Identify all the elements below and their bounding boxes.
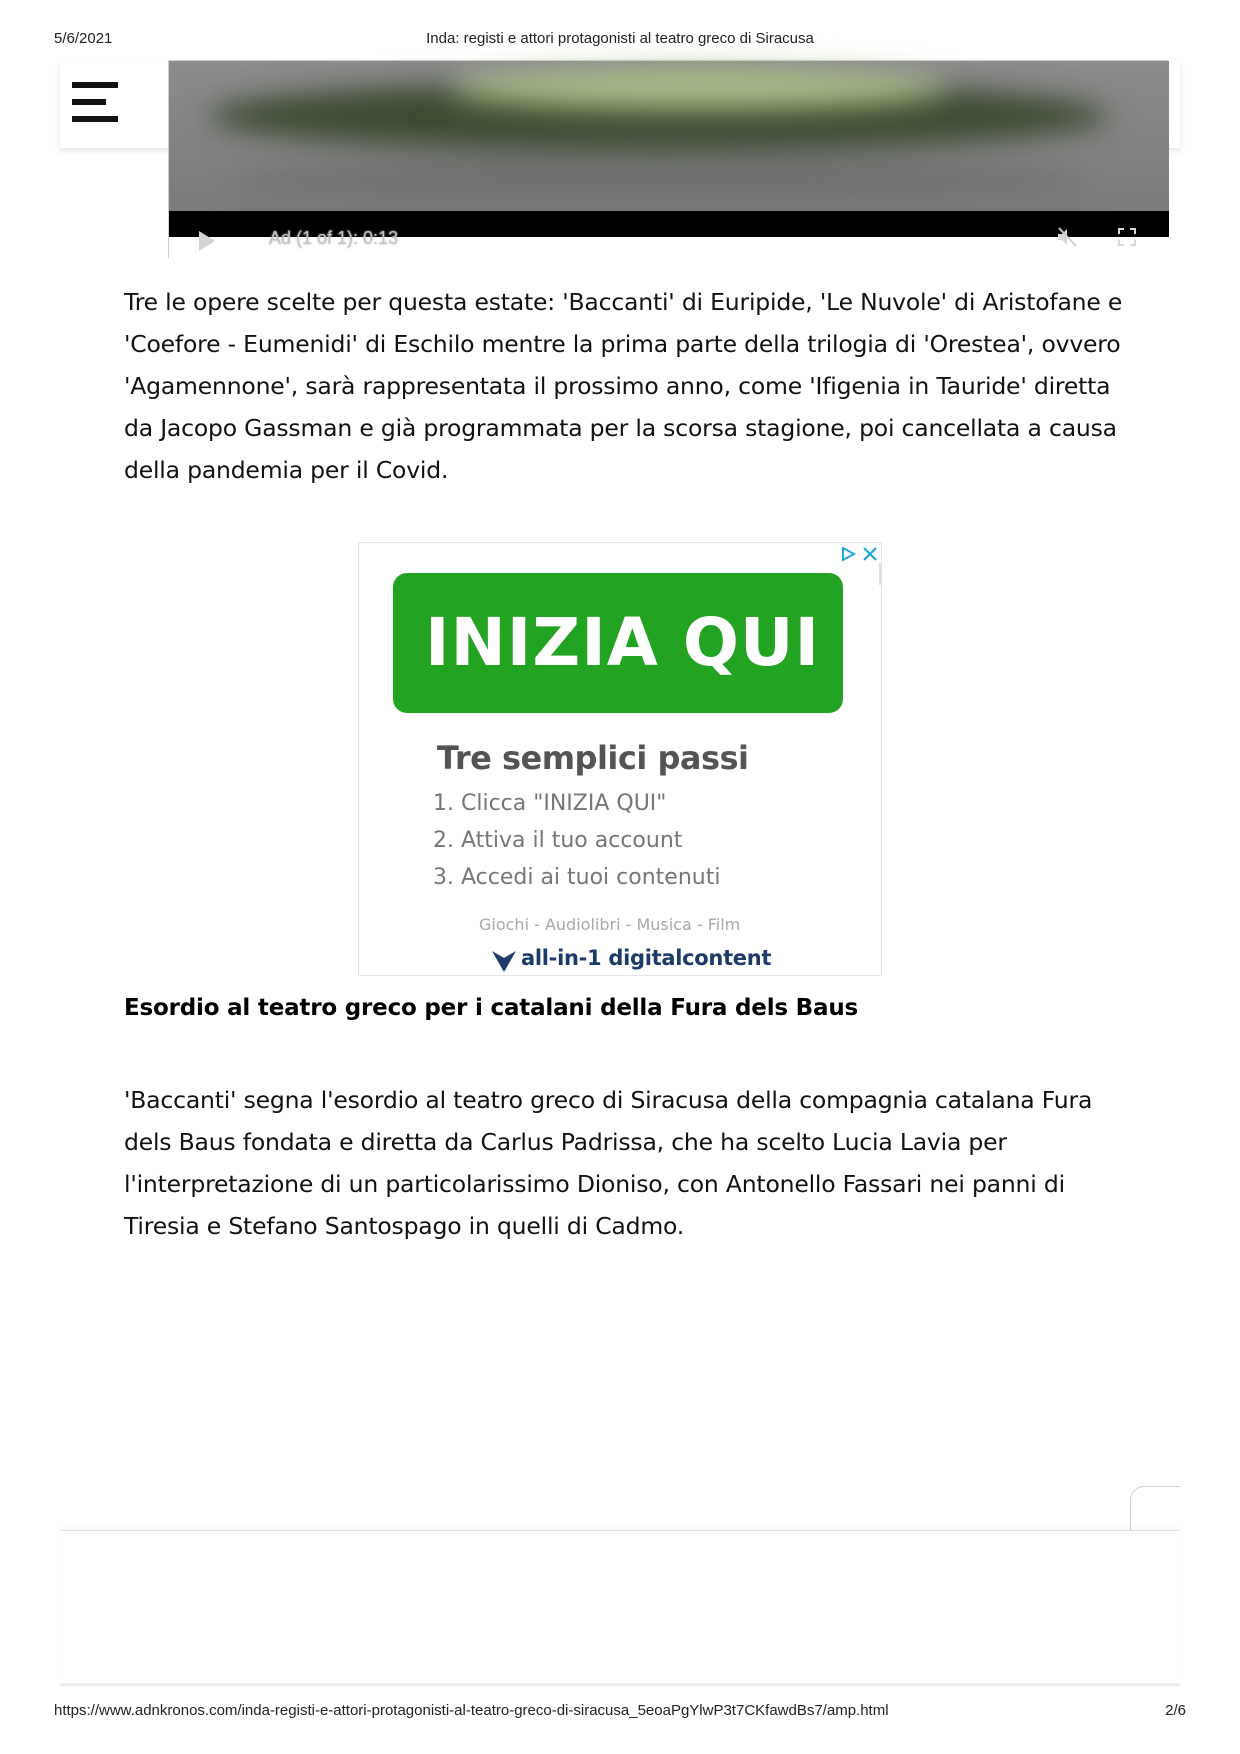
ad-controls <box>837 543 881 565</box>
print-url: https://www.adnkronos.com/inda-registi-e-attori-protagonisti-al-teatro-greco-di-siracusa_5eoaPgYlwP3t7CKfawdBs7/amp.html <box>54 1702 889 1719</box>
video-controls <box>169 228 1169 259</box>
close-icon[interactable] <box>861 545 879 563</box>
article-paragraph: Tre le opere scelte per questa estate: 'Baccanti' di Euripide, 'Le Nuvole' di Aristofane e 'Coefore - Eumenidi' di Eschilo mentre la prima parte della trilogia di 'Orestea', ovvero 'Agamennone', sarà rappresentata il prossimo anno, come 'Ifigenia in Tauride' diretta da Jacopo Gassman e già programmata per la scorsa stagione, poi cancellata a causa della pandemia per il Covid. <box>124 288 1123 484</box>
video-player[interactable] <box>168 60 1168 258</box>
play-icon[interactable] <box>199 231 215 251</box>
ad-step: 3. Accedi ai tuoi contenuti <box>433 865 721 890</box>
ad-step: 1. Clicca "INIZIA QUI" <box>433 791 667 816</box>
mute-icon[interactable] <box>1055 225 1079 249</box>
ad-cta-label: INIZIA QUI <box>425 604 821 681</box>
fullscreen-icon[interactable] <box>1117 227 1137 247</box>
ad-cta-button[interactable] <box>393 573 843 713</box>
ad-steps-title: Tre semplici passi <box>437 739 749 777</box>
print-footer <box>0 1702 1240 1722</box>
print-date: 5/6/2021 <box>54 30 113 47</box>
article-paragraph: 'Baccanti' segna l'esordio al teatro greco di Siracusa della compagnia catalana Fura dels Baus fondata e diretta da Carlus Padrissa, che ha scelto Lucia Lavia per l'interpretazione di un particolarissimo Dioniso, con Antonello Fassari nei panni di Tiresia e Stefano Santospago in quelli di Cadmo. <box>124 1086 1093 1240</box>
display-ad[interactable] <box>358 542 882 976</box>
video-frame[interactable] <box>169 61 1169 211</box>
print-page-number: 2/6 <box>1165 1702 1186 1719</box>
adchoices-icon[interactable] <box>839 545 857 563</box>
brand-logo-icon <box>491 948 517 974</box>
ad-divider <box>879 563 881 585</box>
ad-step: 2. Attiva il tuo account <box>433 828 683 853</box>
article-subheading: Esordio al teatro greco per i catalani della Fura dels Baus <box>124 995 858 1021</box>
ad-categories: Giochi - Audiolibri - Musica - Film <box>479 915 741 934</box>
bottom-sticky-panel <box>60 1530 1180 1686</box>
corner-tab[interactable] <box>1130 1486 1180 1531</box>
ad-counter: Ad (1 of 1): 0:13 <box>269 228 399 248</box>
ad-creative[interactable] <box>359 543 821 977</box>
print-title: Inda: registi e attori protagonisti al teatro greco di Siracusa <box>426 30 814 47</box>
brand-name: all-in-1 digitalcontent <box>521 946 772 970</box>
bottom-panel-edge <box>60 1683 1180 1686</box>
hamburger-menu-icon[interactable] <box>72 82 118 122</box>
print-header <box>0 30 1240 50</box>
